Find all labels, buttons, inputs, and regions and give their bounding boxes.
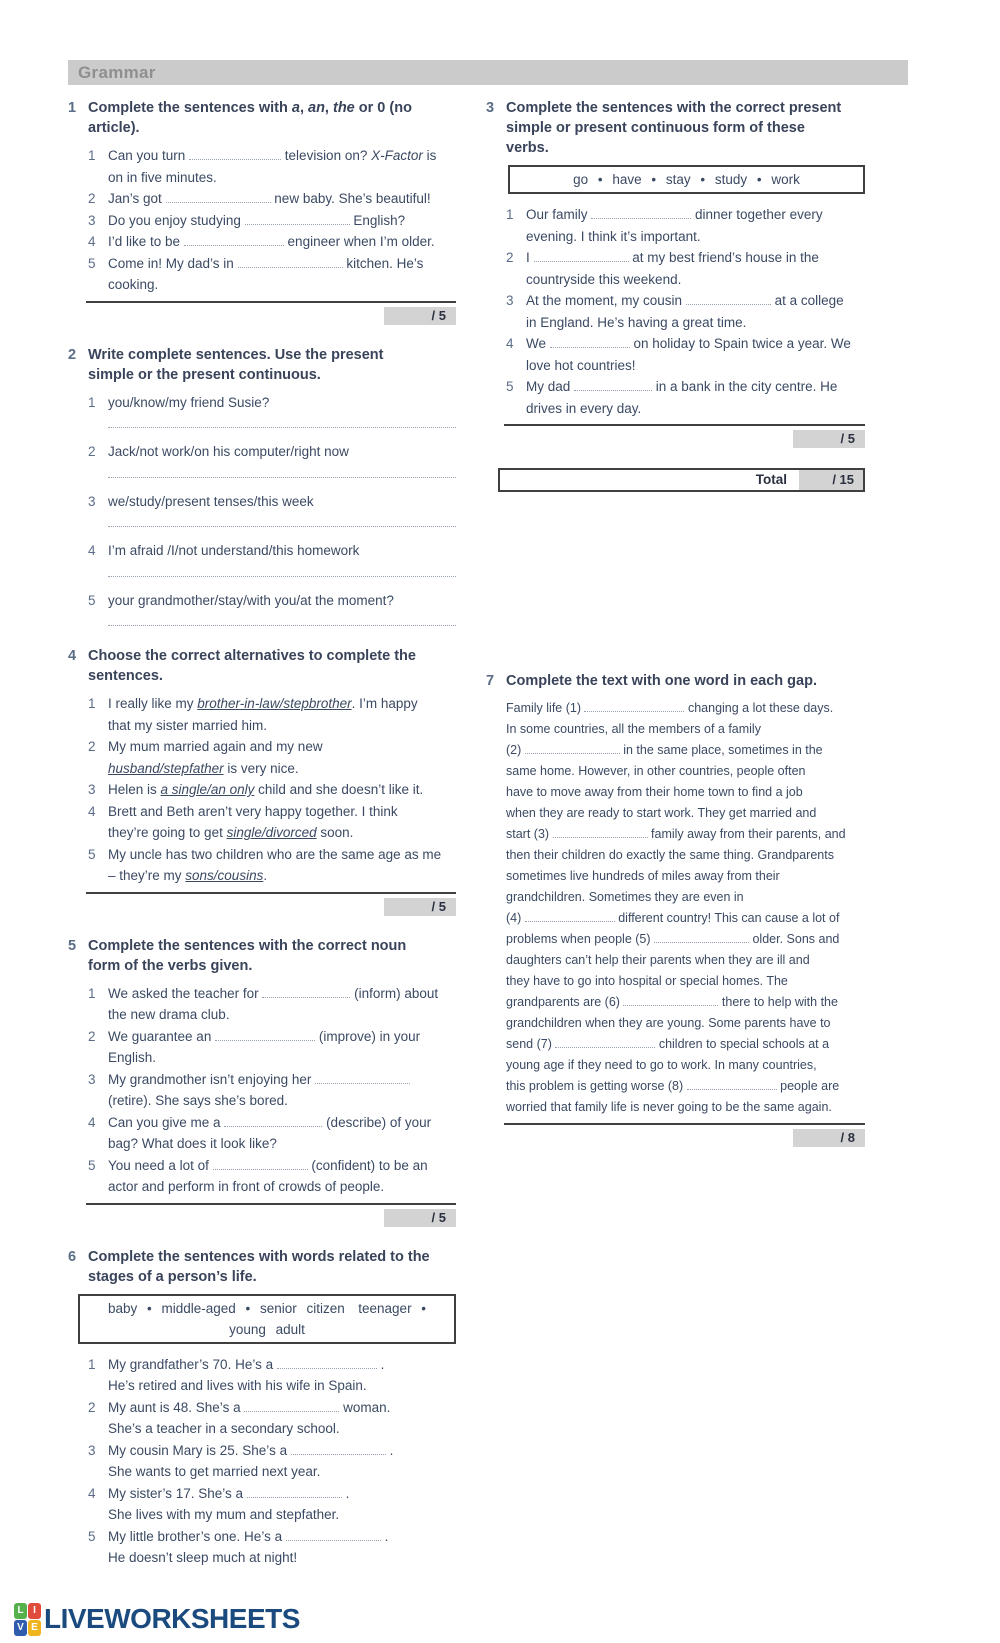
exercise-number: 6 <box>68 1248 77 1265</box>
italic-text: a <box>291 100 300 116</box>
answer-line[interactable] <box>108 413 456 428</box>
choice-option[interactable]: husband/stepfather <box>108 760 224 776</box>
title-line: Complete the sentences with words related to the <box>88 1248 430 1265</box>
item <box>486 204 865 247</box>
item-line: We on holiday to Spain twice a year. We <box>526 336 851 351</box>
item-number: 5 <box>88 592 96 608</box>
answer-gap[interactable] <box>315 1071 410 1084</box>
score-row <box>86 892 456 916</box>
item <box>68 540 456 562</box>
item-number: 5 <box>506 379 514 394</box>
title-line: article). <box>88 120 140 136</box>
answer-gap[interactable] <box>286 1528 381 1541</box>
answer-gap[interactable] <box>189 147 281 160</box>
item-line: countryside this weekend. <box>526 271 682 287</box>
item-number: 3 <box>88 1442 96 1458</box>
item-number: 4 <box>88 543 96 558</box>
section-title: Grammar <box>78 62 156 82</box>
item-line: She’s a teacher in a secondary school. <box>108 1421 340 1436</box>
answer-gap[interactable] <box>291 1442 386 1455</box>
item-text <box>526 290 865 333</box>
item <box>486 333 865 376</box>
italic-text: an <box>308 100 325 116</box>
title-line: Complete the sentences with the correct noun <box>88 937 407 954</box>
total-score-box: / 15 <box>799 470 863 490</box>
item <box>68 1026 456 1069</box>
item <box>68 1354 456 1397</box>
answer-gap[interactable] <box>245 212 350 225</box>
item <box>486 376 865 419</box>
item-text <box>108 1112 456 1155</box>
item <box>486 290 865 333</box>
logo-tile-e: E <box>28 1620 41 1636</box>
item <box>68 1440 456 1483</box>
title-line: simple or the present continuous. <box>88 366 321 383</box>
item-number: 3 <box>88 493 96 509</box>
answer-line[interactable] <box>108 562 456 577</box>
text-line: In some countries, all the members of a family <box>506 722 761 736</box>
exercise-heading <box>68 98 456 138</box>
item-line: At the moment, my cousin at a college <box>526 293 844 308</box>
item <box>68 441 456 463</box>
text-line: then their children do exactly the same thing. Grandparents <box>506 848 834 862</box>
item-text <box>108 441 456 463</box>
item-line: Can you turn television on? X-Factor is <box>108 148 437 163</box>
text-line: when they are ready to start work. They get married and <box>506 806 817 820</box>
exercise-6 <box>68 1247 456 1569</box>
text-line: grandchildren. Sometimes they are even in <box>506 890 744 904</box>
exercise-heading <box>68 646 456 686</box>
item-line: evening. I think it’s important. <box>526 228 701 244</box>
item <box>68 1069 456 1112</box>
item-number: 2 <box>88 444 96 459</box>
exercise-heading <box>486 98 865 158</box>
title-line: Write complete sentences. Use the present <box>88 346 384 363</box>
item-number: 4 <box>88 234 96 249</box>
item-line: cooking. <box>108 277 159 292</box>
answer-gap[interactable] <box>550 335 630 348</box>
item-text <box>108 1069 456 1112</box>
exercise-number: 4 <box>68 648 77 664</box>
text-line: (2) in the same place, sometimes in the <box>506 743 823 757</box>
item-line: drives in every day. <box>526 400 642 416</box>
answer-gap[interactable] <box>591 206 691 219</box>
item <box>68 801 456 844</box>
item-line: My mum married again and my new <box>108 739 323 754</box>
item-text <box>108 736 456 779</box>
answer-gap[interactable] <box>238 255 343 268</box>
item-number: 3 <box>88 212 96 228</box>
item-text <box>526 247 865 290</box>
logo-tile-l: L <box>14 1603 27 1619</box>
item-text <box>108 145 456 188</box>
text-line: this problem is getting worse (8) people are <box>506 1079 840 1093</box>
answer-gap[interactable] <box>553 825 648 838</box>
exercise-heading <box>68 1247 456 1287</box>
score-box: / 5 <box>384 1209 456 1227</box>
score-row <box>86 301 456 325</box>
item <box>68 491 456 513</box>
answer-gap[interactable] <box>525 741 620 754</box>
right-column <box>486 98 865 1167</box>
item-number: 3 <box>506 293 514 308</box>
item-text <box>108 801 456 844</box>
item-line: Do you enjoy studying English? <box>108 212 406 228</box>
word-bank-line: go • have • stay • study • work <box>573 172 800 187</box>
item-text <box>108 590 456 612</box>
item <box>68 736 456 779</box>
text-line: they have to go into hospital or special homes. The <box>506 974 788 988</box>
exercise-heading <box>486 671 865 691</box>
item-number: 2 <box>88 1028 96 1044</box>
item <box>68 983 456 1026</box>
item <box>68 1483 456 1526</box>
exercise-heading <box>68 345 456 385</box>
score-box: / 5 <box>384 898 456 916</box>
item-text <box>108 1440 456 1483</box>
item-line: love hot countries! <box>526 357 636 373</box>
item-line: We asked the teacher for (inform) about <box>108 985 439 1001</box>
answer-gap[interactable] <box>215 1028 315 1041</box>
item-line: She lives with my mum and stepfather. <box>108 1507 340 1522</box>
text-line: grandchildren when they are young. Some parents have to <box>506 1016 831 1030</box>
item-line: My little brother’s one. He’s a . <box>108 1528 389 1544</box>
item-line: on in five minutes. <box>108 169 217 185</box>
item-number: 4 <box>506 336 514 351</box>
exercise-title <box>88 1247 456 1287</box>
answer-gap[interactable] <box>534 249 629 262</box>
item-number: 1 <box>88 1356 96 1372</box>
item-line: Helen is a single/an only child and she doesn’t like it. <box>108 782 424 797</box>
item-line: I at my best friend’s house in the <box>526 250 819 265</box>
score-row <box>504 424 865 448</box>
item-text <box>108 779 456 801</box>
grammar-section-header <box>68 60 908 85</box>
answer-gap[interactable] <box>686 292 771 305</box>
item <box>68 779 456 801</box>
item-line: We guarantee an (improve) in your <box>108 1028 421 1044</box>
item <box>68 210 456 232</box>
score-box: / 5 <box>384 307 456 325</box>
choice-option[interactable]: single/divorced <box>226 825 317 840</box>
word-bank-box <box>78 1294 456 1344</box>
answer-gap[interactable] <box>525 909 615 922</box>
item-line: Can you give me a (describe) of your <box>108 1114 432 1130</box>
text-line: have to move away from their home town to find a job <box>506 785 803 799</box>
item-text <box>526 204 865 247</box>
word-bank-line: baby • middle-aged • senior citizen teenager • <box>107 1300 427 1316</box>
text-line: grandparents are (6) there to help with the <box>506 995 838 1009</box>
item-line: Jan’s got new baby. She’s beautiful! <box>108 191 431 206</box>
title-line: form of the verbs given. <box>88 957 253 974</box>
score-row <box>86 1203 456 1227</box>
logo-tile-v: V <box>14 1620 27 1636</box>
answer-gap[interactable] <box>687 1077 777 1090</box>
answer-line[interactable] <box>108 512 456 527</box>
item-line: Brett and Beth aren’t very happy together. I think <box>108 803 398 819</box>
item-number: 5 <box>88 255 96 271</box>
exercise-title <box>88 936 456 976</box>
score-box: / 8 <box>793 1129 865 1147</box>
exercise-title <box>506 671 865 691</box>
italic-text: the <box>332 100 355 116</box>
item-line: they’re going to get single/divorced soon. <box>108 825 354 840</box>
answer-gap[interactable] <box>277 1356 377 1369</box>
title-line: sentences. <box>88 668 163 684</box>
title-line: verbs. <box>506 140 549 156</box>
text-line: problems when people (5) older. Sons and <box>506 932 840 946</box>
item-line: My grandfather’s 70. He’s a . <box>108 1356 385 1372</box>
item <box>68 1526 456 1569</box>
answer-gap[interactable] <box>555 1035 655 1048</box>
exercise-number: 7 <box>486 673 495 689</box>
logo-tiles <box>14 1603 41 1636</box>
title-line: Complete the text with one word in each gap. <box>506 673 817 689</box>
item-number: 5 <box>88 1157 96 1173</box>
exercise-1 <box>68 98 456 325</box>
item-number: 2 <box>88 1399 96 1415</box>
item-text <box>526 376 865 419</box>
item-line: actor and perform in front of crowds of people. <box>108 1179 385 1194</box>
text-line: same home. However, in other countries, people often <box>506 764 806 778</box>
item <box>68 693 456 736</box>
item <box>68 590 456 612</box>
item-line: My cousin Mary is 25. She’s a . <box>108 1442 394 1458</box>
item-text <box>108 844 456 887</box>
item-text <box>108 1483 456 1526</box>
item <box>486 247 865 290</box>
item-number: 1 <box>88 696 96 711</box>
item-text <box>526 333 865 376</box>
item-text <box>108 693 456 736</box>
item-line: I’m afraid /I/not understand/this homework <box>108 543 360 558</box>
item-number: 1 <box>506 207 514 222</box>
title-line: Complete the sentences with a, an, the or 0 (no <box>88 100 412 116</box>
title-line: simple or present continuous form of these <box>506 120 805 136</box>
liveworksheets-logo[interactable] <box>14 1602 300 1636</box>
text-line: send (7) children to special schools at a <box>506 1037 830 1051</box>
item-line: Jack/not work/on his computer/right now <box>108 444 349 459</box>
text-line: (4) different country! This can cause a lot of <box>506 911 840 925</box>
item-line: we/study/present tenses/this week <box>108 493 314 509</box>
answer-gap[interactable] <box>213 1157 308 1170</box>
exercise-7 <box>486 671 865 1147</box>
answer-gap[interactable] <box>247 1485 342 1498</box>
text-line: young age if they need to go to work. In many countries, <box>506 1058 817 1072</box>
exercise-title <box>88 345 456 385</box>
exercise-number: 3 <box>486 100 495 116</box>
exercise-number: 1 <box>68 100 77 116</box>
brand-wordmark: LIVEWORKSHEETS <box>44 1603 300 1634</box>
item <box>68 1155 456 1198</box>
item <box>68 145 456 188</box>
item-line: My aunt is 48. She’s a woman. <box>108 1399 391 1415</box>
text-line: daughters can’t help their parents when they are ill and <box>506 953 810 967</box>
item-number: 1 <box>88 985 96 1001</box>
title-line: stages of a person’s life. <box>88 1268 257 1285</box>
item-text <box>108 210 456 232</box>
item <box>68 1112 456 1155</box>
item-number: 5 <box>88 846 96 862</box>
item-line: My uncle has two children who are the same age as me <box>108 846 442 862</box>
answer-gap[interactable] <box>224 1114 322 1127</box>
item-line: English. <box>108 1050 157 1065</box>
exercise-5 <box>68 936 456 1227</box>
item-line: She wants to get married next year. <box>108 1464 321 1479</box>
answer-line[interactable] <box>108 463 456 478</box>
item-number: 1 <box>88 148 96 163</box>
text-line: worried that family life is never going to be the same again. <box>506 1100 832 1114</box>
item <box>68 231 456 253</box>
item-number: 1 <box>88 394 96 410</box>
answer-gap[interactable] <box>244 1399 339 1412</box>
text-line: Family life (1) changing a lot these days. <box>506 701 834 715</box>
exercise-title <box>88 98 456 138</box>
word-bank-box <box>508 165 865 194</box>
item-text <box>108 1026 456 1069</box>
answer-line[interactable] <box>108 611 456 626</box>
item-number: 3 <box>88 1071 96 1087</box>
item-text <box>108 1526 456 1569</box>
title-line: Complete the sentences with the correct present <box>506 100 842 116</box>
item-line: that my sister married him. <box>108 717 268 733</box>
item-line: (retire). She says she’s bored. <box>108 1093 288 1108</box>
exercise-number: 5 <box>68 937 77 954</box>
exercise-title <box>88 646 456 686</box>
text-line: start (3) family away from their parents, and <box>506 827 846 841</box>
text-paragraph <box>506 698 865 1118</box>
item-line: Our family dinner together every <box>526 207 823 222</box>
item-line: You need a lot of (confident) to be an <box>108 1157 428 1173</box>
item-number: 3 <box>88 782 96 797</box>
choice-option[interactable]: brother-in-law/stepbrother <box>197 696 352 711</box>
item-text <box>108 1397 456 1440</box>
item-line: Come in! My dad’s in kitchen. He’s <box>108 255 424 271</box>
item-line: the new drama club. <box>108 1007 230 1022</box>
item-text <box>108 1155 456 1198</box>
item-number: 4 <box>88 1114 96 1130</box>
item-number: 4 <box>88 803 96 819</box>
answer-gap[interactable] <box>184 233 284 246</box>
exercise-number: 2 <box>68 346 77 363</box>
item-text <box>108 491 456 513</box>
answer-gap[interactable] <box>262 985 350 998</box>
item-line: bag? What does it look like? <box>108 1136 277 1151</box>
answer-gap[interactable] <box>623 993 718 1006</box>
item-text <box>108 540 456 562</box>
item <box>68 253 456 296</box>
total-row <box>498 468 865 492</box>
item-line: He doesn’t sleep much at night! <box>108 1550 298 1565</box>
item-text <box>108 392 456 414</box>
item-line: My sister’s 17. She’s a . <box>108 1485 350 1501</box>
item <box>68 188 456 210</box>
item-text <box>108 188 456 210</box>
item-number: 2 <box>88 739 96 754</box>
exercise-heading <box>68 936 456 976</box>
total-label: Total <box>755 472 787 487</box>
item-line: I’d like to be engineer when I’m older. <box>108 234 435 249</box>
item-number: 5 <box>88 1528 96 1544</box>
item-line: your grandmother/stay/with you/at the moment? <box>108 592 394 608</box>
exercise-3 <box>486 98 865 448</box>
item-text <box>108 1354 456 1397</box>
item-line: in England. He’s having a great time. <box>526 314 747 330</box>
score-box: / 5 <box>793 430 865 448</box>
answer-gap[interactable] <box>166 190 271 203</box>
item-line: I really like my brother-in-law/stepbrother. I’m happy <box>108 696 418 711</box>
item-line: My dad in a bank in the city centre. He <box>526 379 838 394</box>
item-text <box>108 253 456 296</box>
item <box>68 1397 456 1440</box>
logo-tile-i: I <box>28 1603 41 1619</box>
exercise-title <box>506 98 865 158</box>
item-line: My grandmother isn’t enjoying her <box>108 1069 456 1091</box>
exercise-2 <box>68 345 456 627</box>
item-text <box>108 231 456 253</box>
choice-option[interactable]: sons/cousins <box>185 868 264 883</box>
item-number: 2 <box>88 191 96 206</box>
item <box>68 392 456 414</box>
text-line: sometimes live hundreds of miles away from their <box>506 869 780 883</box>
item-line: – they’re my sons/cousins. <box>108 868 268 883</box>
item-number: 2 <box>506 250 514 265</box>
title-line: Choose the correct alternatives to complete the <box>88 648 416 664</box>
italic-text: X-Factor <box>371 148 423 163</box>
item-line: husband/stepfather is very nice. <box>108 760 299 776</box>
exercise-4 <box>68 646 456 916</box>
item-line: you/know/my friend Susie? <box>108 394 270 410</box>
item <box>68 844 456 887</box>
answer-gap[interactable] <box>584 699 684 712</box>
left-column <box>68 98 456 1589</box>
score-row <box>504 1123 865 1147</box>
item-line: He’s retired and lives with his wife in Spain. <box>108 1378 367 1393</box>
choice-option[interactable]: a single/an only <box>160 782 255 797</box>
word-bank-line: young adult <box>229 1321 305 1337</box>
answer-gap[interactable] <box>574 378 652 391</box>
item-number: 4 <box>88 1485 96 1501</box>
item-text <box>108 983 456 1026</box>
answer-gap[interactable] <box>654 930 749 943</box>
